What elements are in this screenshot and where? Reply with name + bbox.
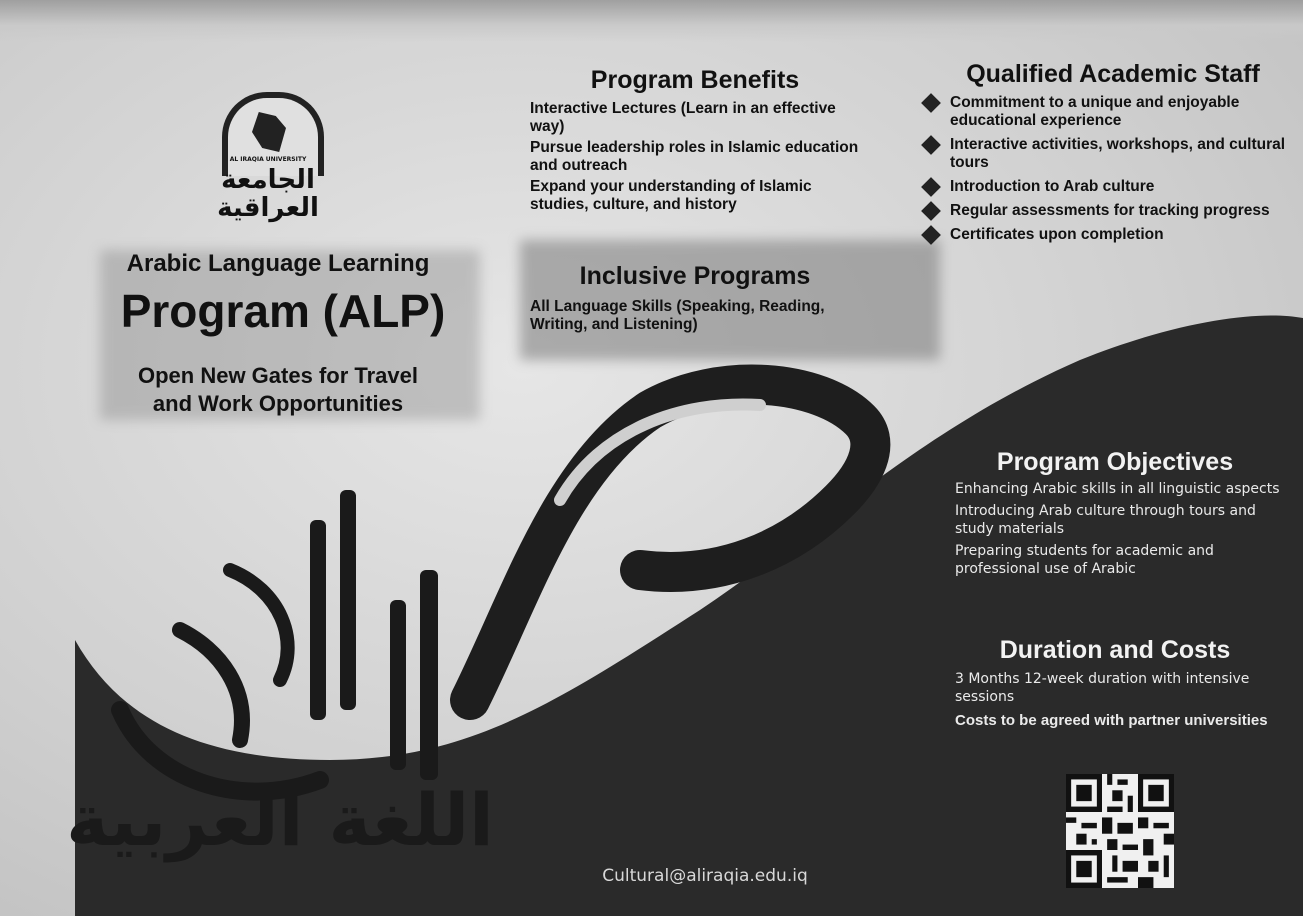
staff-item-text: Commitment to a unique and enjoyable educational experience [950, 94, 1240, 129]
duration-item: Costs to be agreed with partner universities [955, 712, 1268, 729]
logo-university-ar: الجامعة العراقية [217, 165, 319, 223]
diamond-bullet-icon [921, 201, 941, 221]
objectives-list [955, 480, 1285, 582]
staff-item [920, 202, 1290, 220]
benefits-list [530, 100, 870, 217]
staff-heading: Qualified Academic Staff [966, 60, 1260, 88]
objectives-heading: Program Objectives [996, 448, 1234, 476]
benefit-item: Interactive Lectures (Learn in an effective way) [530, 100, 836, 135]
staff-item-text: Regular assessments for tracking progress [950, 202, 1270, 219]
contact-email[interactable]: Cultural@aliraqia.edu.iq [602, 866, 808, 886]
program-subtitle: Open New Gates for Travel and Work Opportunities [138, 363, 418, 416]
duration-heading: Duration and Costs [999, 636, 1231, 664]
staff-item [920, 226, 1290, 244]
qr-code [1066, 774, 1174, 888]
staff-item-text: Interactive activities, workshops, and cultural tours [950, 136, 1286, 171]
arabic-calligraphy [66, 450, 494, 862]
benefits-heading: Program Benefits [590, 66, 800, 94]
objective-item: Preparing students for academic and professional use of Arabic [955, 543, 1214, 577]
staff-item-text: Introduction to Arab culture [950, 178, 1155, 195]
logo-university-en: AL IRAQIA UNIVERSITY [229, 156, 307, 163]
objective-item: Enhancing Arabic skills in all linguistic aspects [955, 481, 1280, 497]
inclusive-list [530, 298, 860, 334]
inclusive-item: All Language Skills (Speaking, Reading, Writing, and Listening) [530, 298, 825, 333]
diamond-bullet-icon [921, 225, 941, 245]
staff-item [920, 136, 1290, 172]
diamond-bullet-icon [921, 135, 941, 155]
university-logo [212, 92, 324, 224]
program-title-big: Program (ALP) [120, 285, 446, 337]
program-title-small: Arabic Language Learning [126, 250, 430, 277]
staff-item [920, 94, 1290, 130]
objective-item: Introducing Arab culture through tours and study materials [955, 503, 1256, 537]
diamond-bullet-icon [921, 177, 941, 197]
staff-list [920, 94, 1290, 250]
calligraphy-text: اللغة العربية [66, 778, 494, 862]
duration-item: 3 Months 12-week duration with intensive sessions [955, 671, 1250, 705]
benefit-item: Expand your understanding of Islamic studies, culture, and history [530, 178, 812, 213]
benefit-item: Pursue leadership roles in Islamic education and outreach [530, 139, 859, 174]
diamond-bullet-icon [921, 93, 941, 113]
staff-item-text: Certificates upon completion [950, 226, 1164, 243]
inclusive-heading: Inclusive Programs [579, 262, 811, 290]
duration-list [955, 670, 1275, 736]
staff-item [920, 178, 1290, 196]
